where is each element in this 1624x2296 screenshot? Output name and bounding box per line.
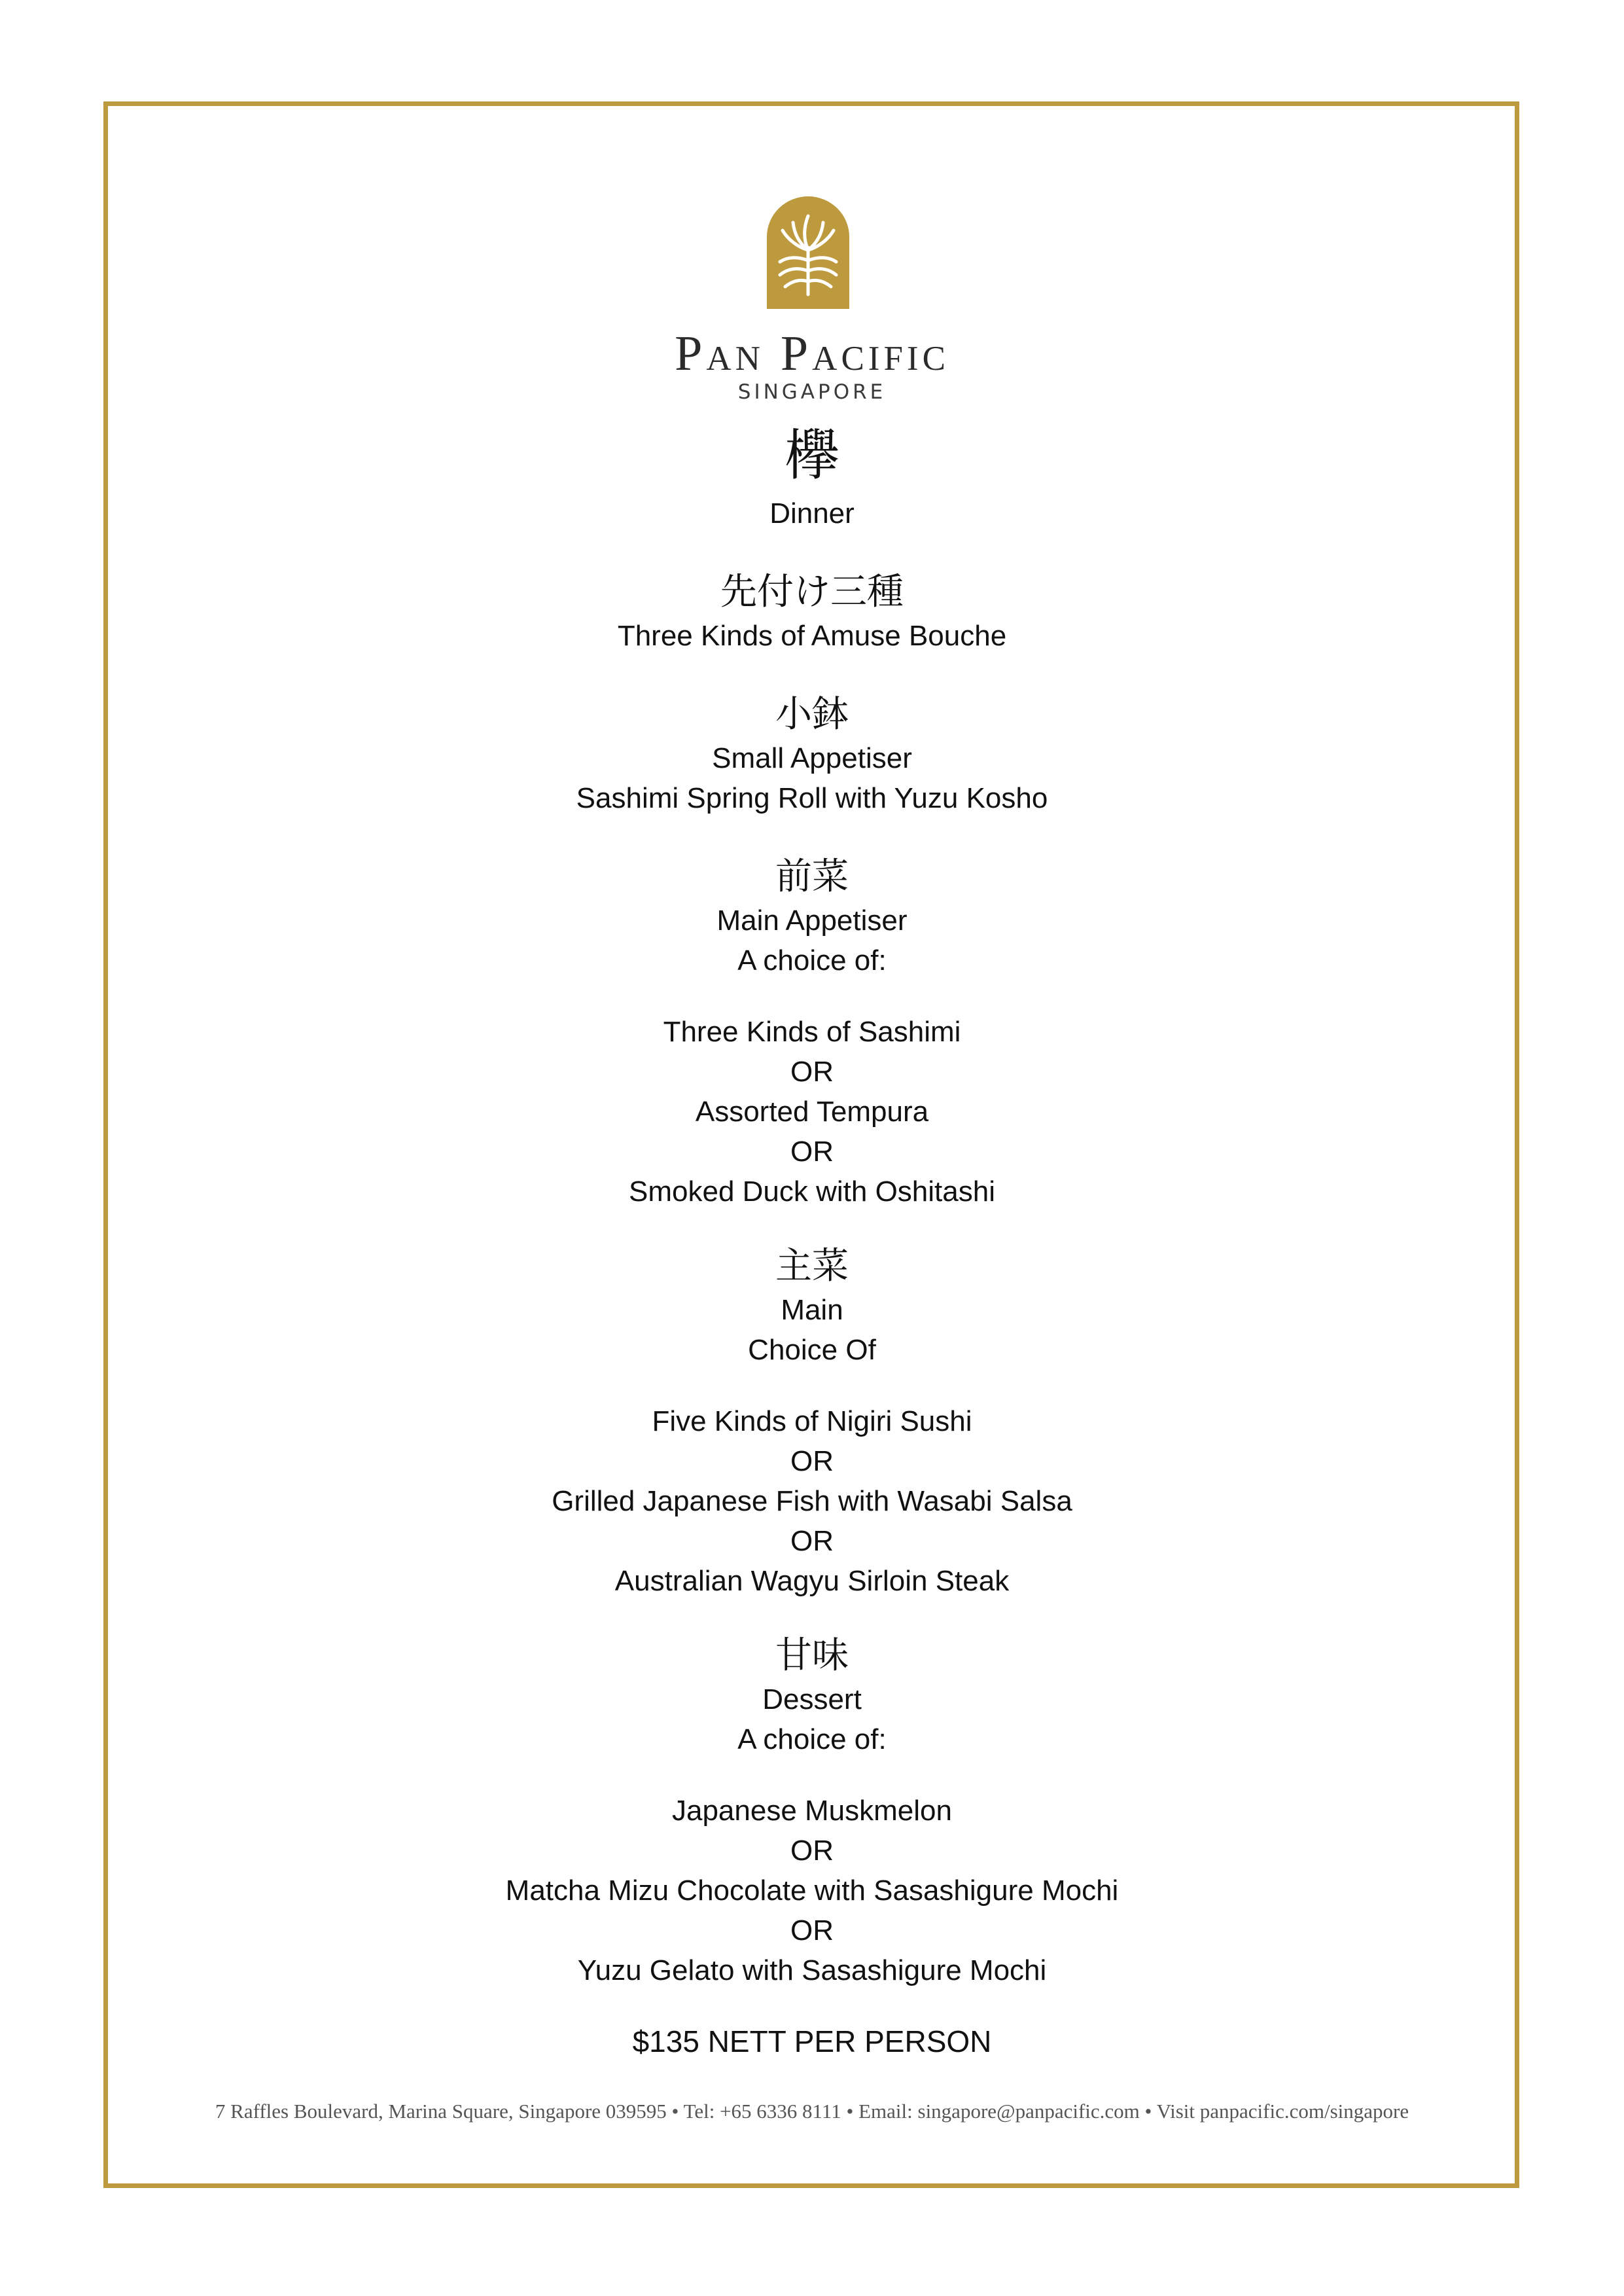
menu-option: Smoked Duck with Oshitashi — [629, 1175, 995, 1208]
menu-option: Japanese Muskmelon — [671, 1795, 952, 1827]
course-main — [0, 1242, 1624, 1601]
menu-option: Three Kinds of Sashimi — [663, 1016, 961, 1048]
price: $135 NETT PER PERSON — [632, 2024, 992, 2058]
or-separator: OR — [790, 1056, 834, 1088]
choice-label: Choice Of — [748, 1334, 876, 1366]
brand-name: Pan Pacific — [675, 326, 949, 381]
or-separator: OR — [790, 1914, 834, 1946]
course-main-appetiser — [0, 852, 1624, 1211]
menu-option: Grilled Japanese Fish with Wasabi Salsa — [552, 1485, 1072, 1517]
course-name: Small Appetiser — [712, 742, 912, 774]
choice-label: A choice of: — [737, 944, 887, 977]
course-name: Three Kinds of Amuse Bouche — [617, 620, 1007, 652]
course-name: Main — [781, 1294, 843, 1326]
menu-option: Five Kinds of Nigiri Sushi — [652, 1405, 972, 1437]
footer-contact: 7 Raffles Boulevard, Marina Square, Singapore 039595 • Tel: +65 6336 8111 • Email: singapore@panpacific.com • Visit panpacific.com/singapore — [215, 2100, 1409, 2123]
course-name: Main Appetiser — [716, 905, 908, 937]
menu-option: Matcha Mizu Chocolate with Sasashigure Mochi — [505, 1874, 1119, 1907]
menu-option: Assorted Tempura — [695, 1096, 929, 1128]
course-jp-heading: 甘味 — [775, 1634, 849, 1677]
course-jp-heading: 主菜 — [775, 1245, 849, 1287]
course-small-appetiser — [0, 690, 1624, 818]
menu-option: Australian Wagyu Sirloin Steak — [614, 1565, 1010, 1597]
course-jp-heading: 小鉢 — [775, 693, 849, 736]
menu — [0, 424, 1624, 2062]
or-separator: OR — [790, 1445, 834, 1477]
or-separator: OR — [790, 1136, 834, 1168]
restaurant-kanji: 欅 — [784, 423, 839, 488]
menu-title: Dinner — [769, 497, 855, 529]
course-jp-heading: 前菜 — [775, 855, 849, 898]
course-jp-heading: 先付け三種 — [720, 571, 904, 613]
course-amuse-bouche — [0, 567, 1624, 656]
course-dessert — [0, 1631, 1624, 1990]
choice-label: A choice of: — [737, 1723, 887, 1755]
brand-location: SINGAPORE — [737, 380, 887, 404]
menu-option: Yuzu Gelato with Sasashigure Mochi — [577, 1954, 1047, 1986]
course-description: Sashimi Spring Roll with Yuzu Kosho — [576, 782, 1048, 814]
course-name: Dessert — [762, 1683, 862, 1715]
or-separator: OR — [790, 1525, 834, 1557]
or-separator: OR — [790, 1835, 834, 1867]
pan-pacific-logo-icon — [767, 196, 849, 309]
